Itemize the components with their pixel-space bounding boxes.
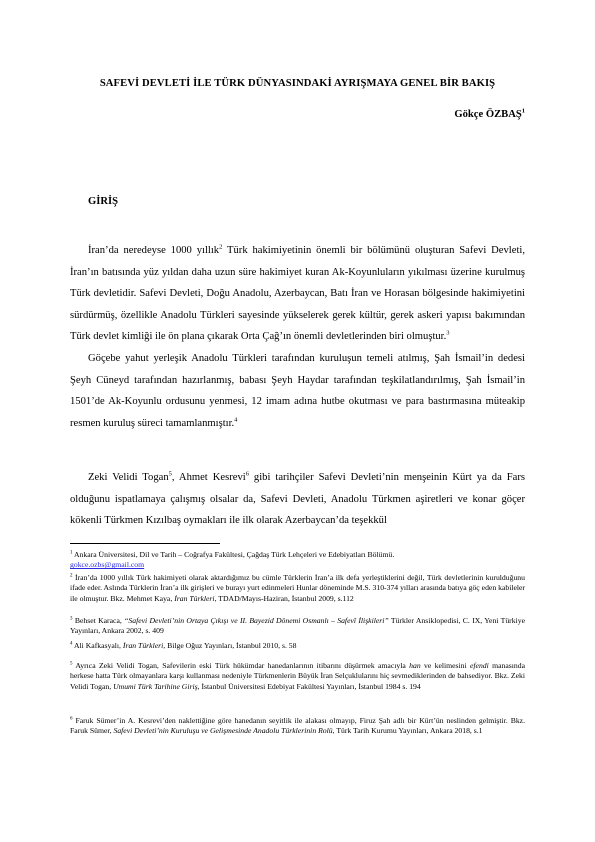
footnote-text: Ayrıca Zeki Velidi Togan, Safevilerin eski Türk hükümdar hanedanlarının itibarını düşürmek amacıyla <box>72 661 410 670</box>
footnote-ref-3[interactable]: 3 <box>446 329 450 337</box>
body-paragraph-1 <box>70 240 525 348</box>
footnote-ref-2[interactable]: 2 <box>219 243 223 251</box>
footnote-italic: Safevi Devleti’nin Kuruluşu ve Gelişmesinde Anadolu Türklerinin Rolü, <box>113 726 335 736</box>
footnote-number: 4 <box>70 641 73 647</box>
footnote-italic: efendi <box>469 661 489 670</box>
footnote-text: Ali Kafkasyalı, <box>72 641 123 650</box>
footnote-text: manasında herkese hatta Türk olmayanlara karşı kullanması nedeniyle Türkmenlerin Büyük İran Selçuklularını hiç sevmediklerinden de bahsediyor. Bkz. Zeki Velidi Togan, <box>70 661 525 691</box>
footnote-ref-5[interactable]: 5 <box>168 470 172 478</box>
footnote-ref-6[interactable]: 6 <box>245 470 249 478</box>
email-link[interactable]: gokce.ozbs@gmail.com <box>70 560 145 570</box>
footnote-text: Türk Tarih Kurumu Yayınları, Ankara 2018, s.1 <box>334 726 483 736</box>
author-footnote-ref[interactable]: 1 <box>521 107 525 115</box>
author-line <box>454 109 525 120</box>
footnote-text: TDAD/Mayıs-Haziran, İstanbul 2009, s.112 <box>216 593 354 603</box>
footnote-text: İstanbul Üniversitesi Edebiyat Fakültesi Yayınları, İstanbul 1984 s. 194 <box>199 681 421 691</box>
footnote-number: 5 <box>70 661 73 667</box>
author-name: Gökçe ÖZBAŞ <box>454 109 522 120</box>
footnote-text: Faruk Sümer’in A. Kesrevi’den naklettiğine göre hanedanın seyitlik ile alakası olmayıp, Firuz Şah adlı bir Kürt’ün neslinden gelmiştir. Bkz. Faruk Sümer, <box>70 716 525 736</box>
footnote-text: ve kelimesini <box>420 661 470 670</box>
footnote-number: 1 <box>70 550 73 556</box>
footnote-text: Behset Karaca, <box>72 616 125 625</box>
footnote-1 <box>70 550 525 571</box>
paragraph-text: gibi tarihçiler Safevi Devleti’nin menşeinin Kürt ya da Fars olduğunu ispatlamaya çalışmış olsalar da, Safevi Devleti, Anadolu Türkmen aşiretleri ve konar göçer kökenli Türkmen Kızılbaş oymakları ile ilk olarak Azerbaycan’da teşekkül <box>70 472 525 527</box>
footnote-italic: İran Türkleri, <box>174 593 217 603</box>
paragraph-text: İran’da neredeyse 1000 yıllık <box>88 245 220 256</box>
footnote-2 <box>70 573 525 604</box>
footnote-italic: Umumi Türk Tarihine Giriş, <box>113 681 200 691</box>
footnote-separator <box>70 543 220 544</box>
body-paragraph-2 <box>70 348 525 434</box>
paper-title: SAFEVİ DEVLETİ İLE TÜRK DÜNYASINDAKİ AYRIŞMAYA GENEL BİR BAKIŞ <box>99 78 496 89</box>
footnote-text: Ankara Üniversitesi, Dil ve Tarih – Coğrafya Fakültesi, Çağdaş Türk Lehçeleri ve Edebiyatları Bölümü. <box>72 550 395 559</box>
paragraph-text: Göçebe yahut yerleşik Anadolu Türkleri tarafından kuruluşun temeli atılmış, Şah İsmail’in dedesi Şeyh Cüneyd tarafından hazırlanmış, babası Şeyh Haydar tarafından teşkilatlandırılmış, Şah İsmail’in 1501’de Ak-Koyunlu ordusunu yenmesi, 12 imam adına hutbe okutması ve para bastırmasına müteakip resmen kuruluş süreci tamamlanmıştır. <box>70 353 525 429</box>
footnote-number: 3 <box>70 616 73 622</box>
paragraph-text: , Ahmet Kesrevi <box>171 472 246 483</box>
footnote-ref-4[interactable]: 4 <box>234 416 238 424</box>
section-heading: GİRİŞ <box>88 196 119 207</box>
footnote-italic: İran Türkleri, <box>122 641 166 650</box>
footnote-italic: “Safevi Devleti’nin Ortaya Çıkışı ve II. Bayezid Dönemi Osmanlı – Safevî İlişkileri” <box>124 616 389 625</box>
footnote-number: 6 <box>70 716 73 722</box>
body-paragraph-3 <box>70 467 525 532</box>
footnote-text: Türkler Ansiklopedisi, C. IX, Yeni Türkiye Yayınları, Ankara 2002, s. 409 <box>70 616 525 636</box>
footnote-4 <box>70 641 525 651</box>
footnote-3 <box>70 616 525 637</box>
footnote-6 <box>70 716 525 737</box>
footnote-number: 2 <box>70 573 73 579</box>
paragraph-text: Türk hakimiyetinin önemli bir bölümünü oluşturan Safevi Devleti, İran’ın batısında yüz yıldan daha uzun süre hakimiyet kuran Ak-Koyunluların yıkılması üzerine kurulmuş Türk devletidir. Safevi Devleti, Doğu Anadolu, Azerbaycan, Batı İran ve Horasan bölgesinde hakimiyetini sürdürmüş, özellikle Anadolu Türkleri sayesinde yükselerek gerek kültür, gerek askeri yapısı bakımından Türk devlet kimliği ile ön plana çıkarak Orta Çağ’ın önemli devletlerinden biri olmuştur. <box>70 245 525 343</box>
footnote-italic: han <box>409 661 421 670</box>
paragraph-text: Zeki Velidi Togan <box>88 472 169 483</box>
footnote-text: Bilge Oğuz Yayınları, İstanbul 2010, s. 58 <box>165 641 297 650</box>
footnote-5 <box>70 661 525 692</box>
footnote-text: İran’da 1000 yıllık Türk hakimiyeti olarak aktardığımız bu cümle Türklerin İran’a ilk defa yerleştiklerini değil, Türk devletlerinin kurulduğunu ifade eder. Aslında Türklerin İran’a ilk girişleri ve burayı yurt edinmeleri Hunlar döneminde M.S. 310-374 yılları arasında batıya göç eden kabileler ile olmuştur. Bkz. Mehmet Kaya, <box>70 573 525 603</box>
